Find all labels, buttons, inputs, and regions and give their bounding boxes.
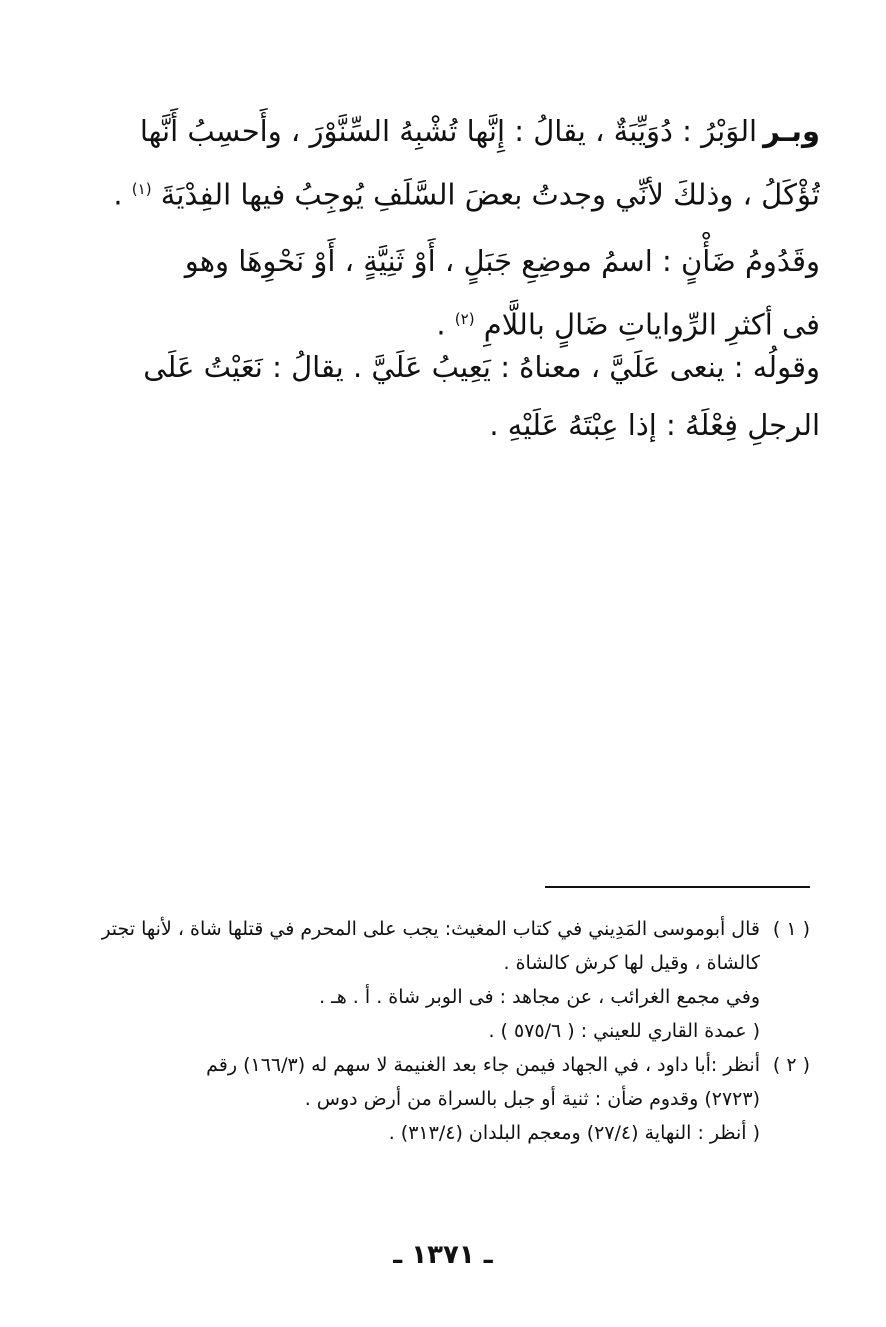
footnote-mark: (١) (131, 180, 152, 198)
footnote-line: وفي مجمع الغرائب ، عن مجاهد : فى الوبر شاة . أ . هـ . (319, 986, 760, 1008)
footnote-line: ( عمدة القاري للعيني : ( ٥٧٥/٦ ) . (488, 1020, 760, 1042)
entry-text: الوَبْرُ : دُوَيِّبَةٌ ، يقالُ : إِنَّها تُشْبِهُ السِّنَّوْرَ ، وأَحسِبُ أَنَّها (139, 114, 758, 148)
footnote-line: ( أنظر : النهاية (٢٧/٤) ومعجم البلدان (٣١٣/٤) . (388, 1122, 760, 1144)
entry-line (80, 102, 820, 160)
footnotes (101, 912, 810, 1150)
footnote-1 (101, 912, 810, 1048)
entry-text: الرجلِ فِعْلَهُ : إذا عِبْتَهُ عَلَيْهِ . (489, 408, 820, 442)
footnote-line: قال أبوموسى المَدِيني في كتاب المغيث: يجب على المحرم في قتلها شاة ، لأنها تجتر (101, 918, 760, 940)
entry-line (80, 232, 820, 290)
entry-text: تُؤْكَلُ ، وذلكَ لأنِّي وجدتُ بعضَ السَّلَفِ يُوجِبُ فيها الفِدْيَةَ (160, 177, 820, 212)
entry-yanaa (80, 338, 820, 454)
entry-text: وقولُه : ينعى عَلَيَّ ، معناهُ : يَعِيبُ عَلَيَّ . يقالُ : نَعَيْتُ عَلَى (143, 350, 820, 384)
footnote-2 (110, 1048, 810, 1150)
page-number: ـ ١٣٧١ ـ (393, 1240, 493, 1270)
footnote-mark: (٢) (454, 310, 475, 328)
entry-qadum (80, 232, 820, 354)
footnote-line: أنظر :أبا داود ، في الجهاد فيمن جاء بعد الغنيمة لا سهم له (١٦٦/٣) رقم (206, 1054, 760, 1076)
footnote-divider (545, 886, 810, 888)
entry-line (80, 160, 820, 224)
entry-headword: وبـر (763, 114, 820, 148)
entry-line (80, 338, 820, 396)
footnote-line: كالشاة ، وقيل لها كرش كالشاة . (503, 952, 760, 974)
entry-text: وقَدُومُ ضَأْنٍ : اسمُ موضِعِ جَبَلٍ ، أَوْ ثَنِيَّةٍ ، أَوْ نَحْوِهَا وهو (184, 244, 820, 278)
footnote-line: (٢٧٢٣) وقدوم ضأن : ثنية أو جبل بالسراة من أرض دوس . (304, 1088, 760, 1110)
entry-wabr (80, 102, 820, 224)
entry-tail: . (436, 307, 446, 342)
entry-text: فى أكثرِ الرِّواياتِ ضَالٍ باللَّامِ (483, 307, 820, 342)
footnote-body (110, 1048, 760, 1150)
footnote-number: ( ١ ) (772, 918, 810, 940)
footnote-body (101, 912, 760, 1048)
entry-tail: . (113, 177, 123, 212)
entry-line (80, 396, 820, 454)
footnote-number: ( ٢ ) (772, 1054, 810, 1076)
